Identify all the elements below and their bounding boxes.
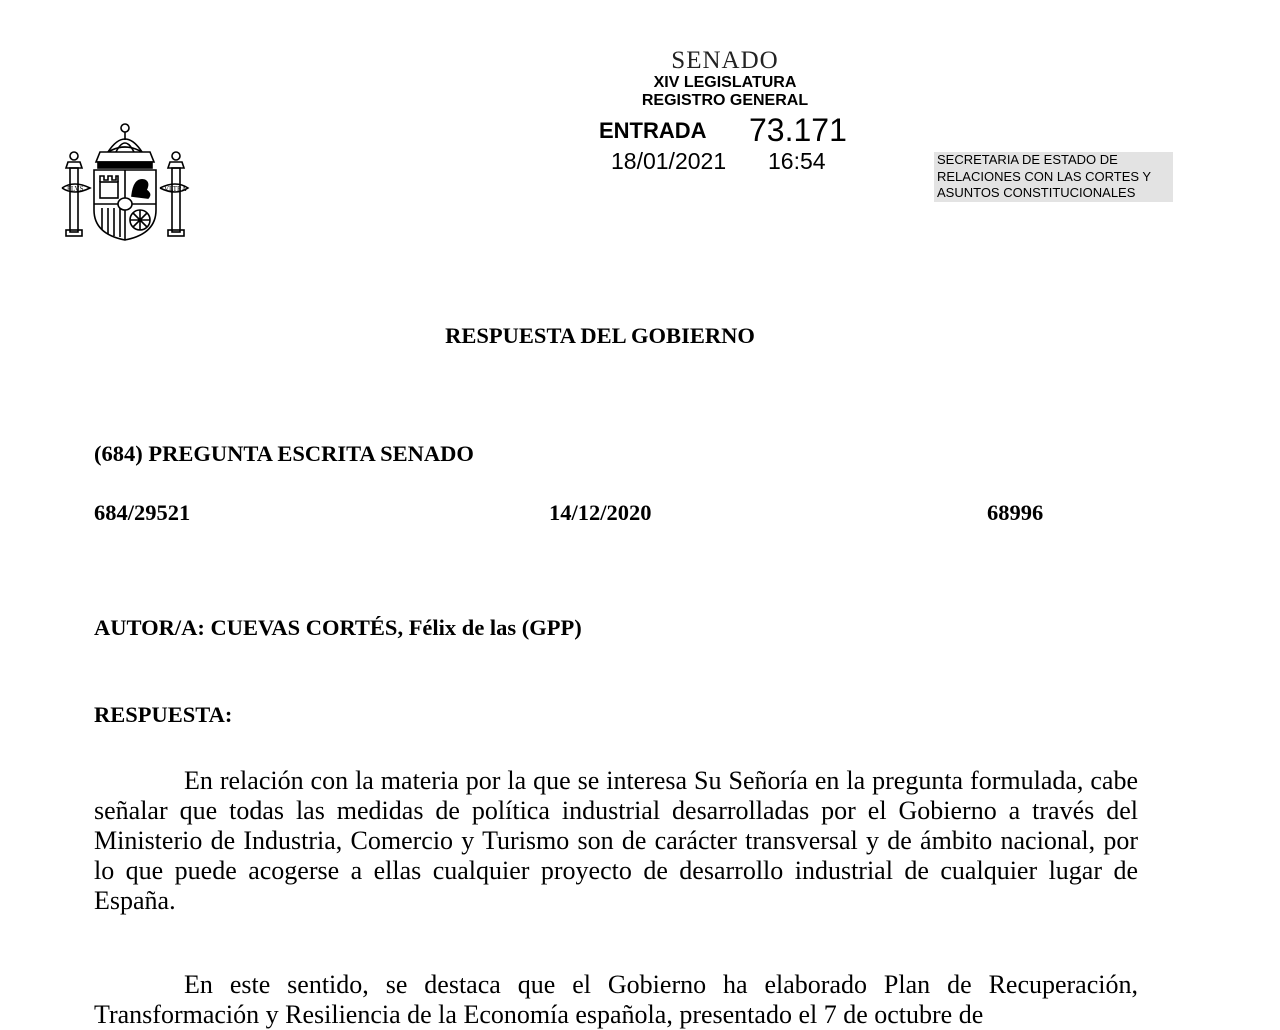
stamp-chamber: SENADO	[671, 47, 779, 74]
motto-left: PLVS	[67, 185, 84, 193]
spain-coat-of-arms-icon	[60, 118, 190, 244]
reference-date: 14/12/2020	[549, 500, 652, 525]
motto-right: VLTRA	[164, 185, 187, 193]
secretaria-line-3: ASUNTOS CONSTITUCIONALES	[937, 185, 1136, 200]
registration-stamp	[560, 48, 890, 174]
stamp-entry-label: ENTRADA	[599, 118, 707, 143]
secretaria-box	[934, 152, 1173, 202]
stamp-registry: REGISTRO GENERAL	[641, 92, 809, 109]
secretaria-line-1: SECRETARIA DE ESTADO DE	[937, 152, 1118, 167]
document-title: RESPUESTA DEL GOBIERNO	[445, 323, 755, 348]
reference-number: 684/29521	[94, 500, 191, 525]
secretaria-line-2: RELACIONES CON LAS CORTES Y	[937, 168, 1152, 184]
stamp-entry-number: 73.171	[749, 112, 847, 148]
stamp-legislature: XIV LEGISLATURA	[653, 74, 797, 91]
response-paragraph: En este sentido, se destaca que el Gobierno ha elaborado Plan de Recuperación, Transformación y Resiliencia de la Economía española, presentado el 7 de octubre de	[94, 970, 1138, 1029]
response-label: RESPUESTA:	[94, 702, 233, 727]
question-type: (684) PREGUNTA ESCRITA SENADO	[94, 441, 474, 466]
response-paragraph: En relación con la materia por la que se interesa Su Señoría en la pregunta formulada, cabe señalar que todas las medidas de política industrial desarrolladas por el Gobierno a través del Ministerio de Industria, Comercio y Turismo son de carácter transversal y de ámbito nacional, por lo que puede acogerse a ellas cualquier proyecto de desarrollo industrial de cualquier lugar de España.	[94, 766, 1138, 915]
stamp-time: 16:54	[768, 148, 826, 174]
reference-id: 68996	[987, 500, 1044, 525]
author-line: AUTOR/A: CUEVAS CORTÉS, Félix de las (GPP)	[94, 615, 582, 640]
stamp-date: 18/01/2021	[611, 148, 727, 174]
